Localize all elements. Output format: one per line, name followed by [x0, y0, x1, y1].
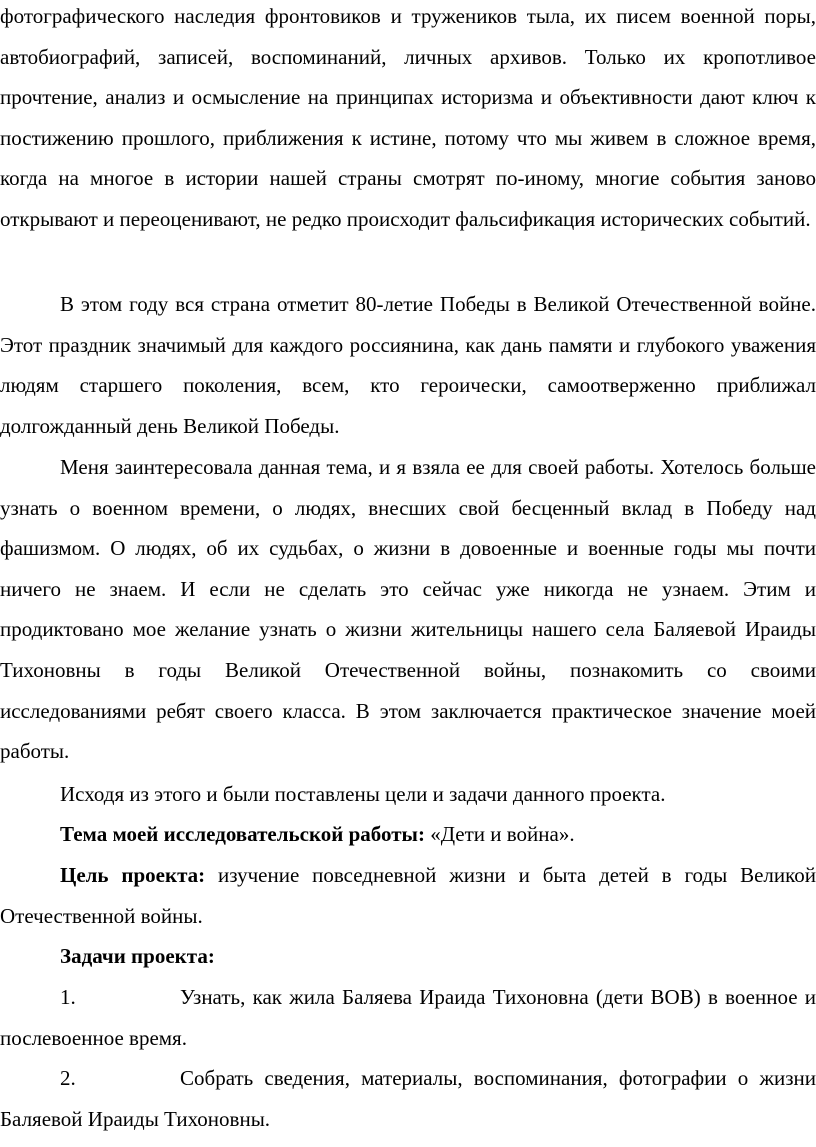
- project-goal: [0, 855, 816, 936]
- task-text: Узнать, как жила Баляева Ираида Тихоновна (дети ВОВ) в военное и послевоенное время.: [0, 985, 816, 1050]
- tasks-heading: Задачи проекта:: [60, 944, 215, 968]
- paragraph-topic-interest: Меня заинтересовала данная тема, и я взяла ее для своей работы. Хотелось больше узнать о военном времени, о людях, внесших свой бесценный вклад в Победу над фашизмом. О людях, об их судьбах, о жизни в довоенные и военные годы мы почти ничего не знаем. И если не сделать это сейчас уже никогда не узнаем. Этим и продиктовано мое желание узнать о жизни жительницы нашего села Баляевой Ираиды Тихоновны в годы Великой Отечественной войны, познакомить со своими исследованиями ребят своего класса. В этом заключается практическое значение моей работы.: [0, 455, 816, 764]
- paragraph-continuation: фотографического наследия фронтовиков и тружеников тыла, их писем военной поры, автобиографий, записей, воспоминаний, личных архивов. Только их кропотливое прочтение, анализ и осмысление на принципах историзма и объективности дают ключ к постижению прошлого, приближения к истине, потому что мы живем в сложное время, когда на многое в истории нашей страны смотрят по-иному, многие события заново открывают и переоценивают, не редко происходит фальсификация исторических событий.: [0, 4, 816, 231]
- task-number: 1.: [60, 985, 76, 1009]
- task-text: Собрать сведения, материалы, воспоминания, фотографии о жизни Баляевой Ираиды Тихоновны.: [0, 1066, 816, 1131]
- project-goal-label: Цель проекта:: [60, 863, 206, 887]
- task-item: [0, 1058, 816, 1139]
- research-theme-label: Тема моей исследовательской работы:: [60, 822, 425, 846]
- paragraph-victory-anniversary: В этом году вся страна отметит 80-летие Победы в Великой Отечественной войне. Этот праздник значимый для каждого россиянина, как дань памяти и глубокого уважения людям старшего поколения, всем, кто героически, самоотверженно приближал долгожданный день Великой Победы.: [0, 292, 816, 438]
- task-number: 2.: [60, 1066, 76, 1090]
- research-theme: [0, 814, 816, 855]
- paragraph-goals-source: Исходя из этого и были поставлены цели и задачи данного проекта.: [60, 782, 666, 806]
- project-goal-value: изучение повседневной жизни и быта детей в годы Великой Отечественной войны.: [0, 863, 816, 928]
- research-theme-value: «Дети и война».: [424, 822, 575, 846]
- task-item: [0, 977, 816, 1058]
